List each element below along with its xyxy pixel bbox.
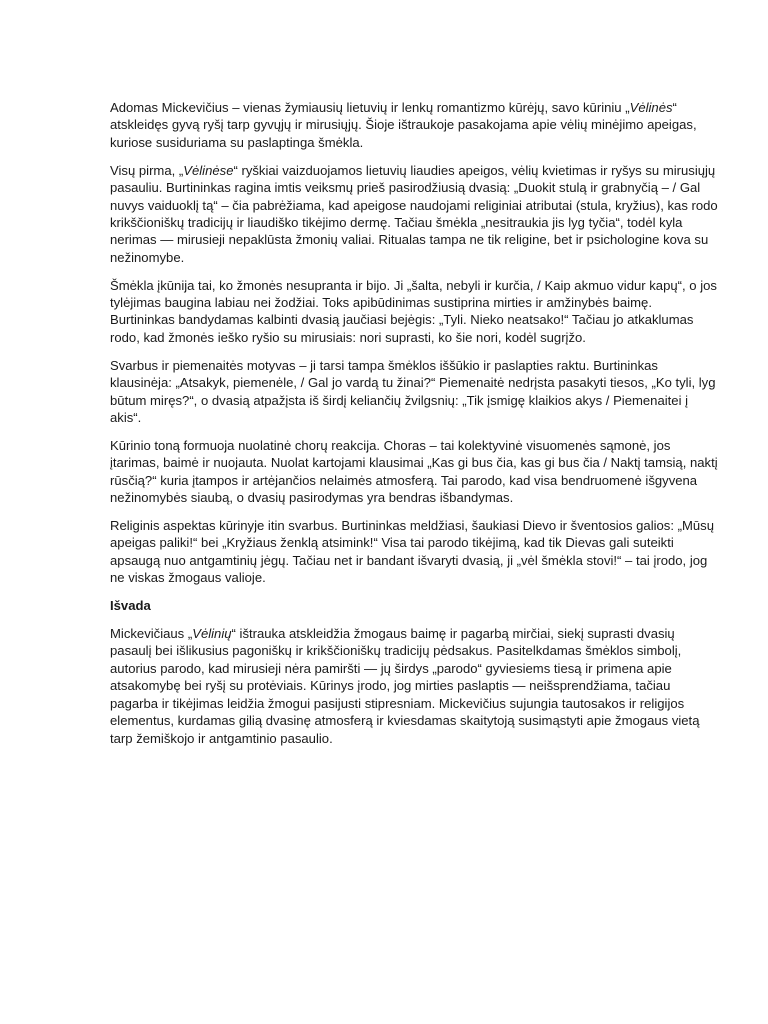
conclusion-heading: Išvada (110, 598, 151, 614)
paragraph-intro: Adomas Mickevičius – vienas žymiausių lietuvių ir lenkų romantizmo kūrėjų, savo kūriniu „Vėlinės“ atskleidęs gyvą ryšį tarp gyvųjų ir mirusiųjų. Šioje ištraukoje pasakojama apie vėlių minėjimo apeigas, kuriose susiduriama su paslaptinga šmėkla. (110, 100, 697, 150)
paragraph-rituals: Visų pirma, „Vėlinėse“ ryškiai vaizduojamos lietuvių liaudies apeigos, vėlių kvietimas ir ryšys su mirusiųjų pasauliu. Burtininkas ragina imtis veiksmų prieš pasirodžiusią dvasią: „Duokit stulą ir grabnyčią – / Gal nuvys vaiduoklį tą“ – čia pabrėžiama, kad apeigose naudojami religiniai atributai (stula, kryžius), kas rodo krikščioniškų tradicijų ir liaudiško tikėjimo dermę. Tačiau šmėkla „nesitraukia jis lyg tyčia“, todėl kyla nerimas — mirusieji nepaklūsta žmonių valiai. Ritualas tampa ne tik religine, bet ir psichologine kova su nežinomybe. (110, 162, 718, 265)
paragraph-chorus: Kūrinio toną formuoja nuolatinė chorų reakcija. Choras – tai kolektyvinė visuomenės sąmonė, jos įtarimas, baimė ir nuojauta. Nuolat kartojami klausimai „Kas gi bus čia, kas gi bus čia / Naktį tamsią, naktį rūsčią?“ kuria įtampos ir artėjančios nelaimės atmosferą. Tai parodo, kad visa bendruomenė išgyvena nežinomybės siaubą, o dvasių pasirodymas yra bendras išbandymas. (110, 437, 718, 506)
work-title: Vėlinėse (183, 162, 234, 178)
paragraph-conclusion: Mickevičiaus „Vėlinių“ ištrauka atskleidžia žmogaus baimę ir pagarbą mirčiai, siekį suprasti dvasių pasaulį bei išlikusius pagoniškų ir krikščioniškų tradicijų pėdsakus. Pasitelkdamas šmėklos simbolį, autorius parodo, kad mirusieji nėra pamiršti — jų širdys „parodo“ gyviesiems tiesą ir primena apie atsakomybę bei ryšį su protėviais. Kūrinys įrodo, jog mirties paslaptis — neišsprendžiama, tačiau pagarba ir tikėjimas leidžia žmogui pasijusti stipresniam. Mickevičius sujungia tautosakos ir religijos elementus, kurdamas gilią dvasinę atmosferą ir kviesdamas skaitytoją susimąstyti apie žmogaus vietą tarp žemiškojo ir antgamtinio pasaulio. (110, 626, 700, 746)
work-title: Vėlinių (192, 626, 232, 642)
paragraph-shepherdess: Svarbus ir piemenaitės motyvas – ji tarsi tampa šmėklos iššūkio ir paslapties raktu. Burtininkas klausinėja: „Atsakyk, piemenėle, / Gal jo vardą tu žinai?“ Piemenaitė nedrįsta pasakyti tiesos, „Ko tyli, lyg būtum miręs?“, o dvasią atpažįsta iš širdį keliančių žvilgsnių: „Tik įsmigę klaikios akys / Piemenaitei į akis“. (110, 357, 716, 425)
paragraph-religion: Religinis aspektas kūrinyje itin svarbus. Burtininkas meldžiasi, šaukiasi Dievo ir šventosios galios: „Mūsų apeigas paliki!“ bei „Kryžiaus ženklą atsimink!“ Visa tai parodo tikėjimą, kad tik Dievas gali suteikti apsaugą nuo antgamtinių jėgų. Tačiau net ir bandant išvaryti dvasią, ji „vėl šmėkla stovi!“ – tai įrodo, jog ne viskas žmogaus valioje. (110, 518, 715, 586)
work-title: Vėlinės (629, 100, 673, 115)
paragraph-ghost: Šmėkla įkūnija tai, ko žmonės nesupranta ir bijo. Ji „šalta, nebyli ir kurčia, / Kaip akmuo vidur kapų“, o jos tylėjimas baugina labiau nei žodžiai. Toks apibūdinimas sustiprina mirties ir amžinybės baimę. Burtininkas bandydamas kalbinti dvasią jaučiasi bejėgis: „Tyli. Nieko neatsako!“ Tačiau jo atkaklumas rodo, kad žmonės ieško ryšio su mirusiais: nori suprasti, ko šie nori, kodėl sugrįžo. (110, 277, 717, 345)
document-page (110, 99, 718, 757)
